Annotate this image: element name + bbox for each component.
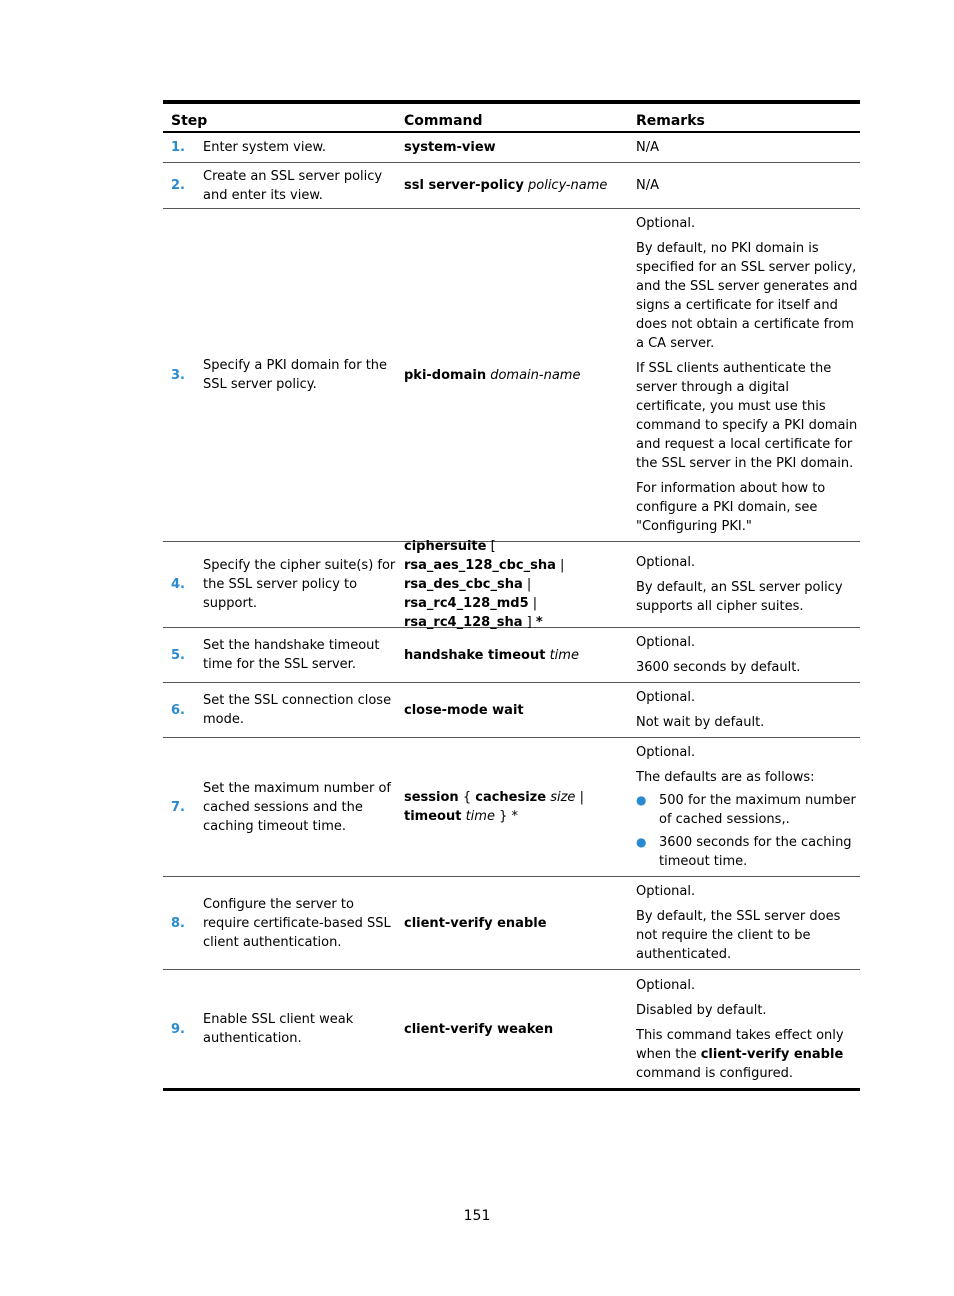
remark-paragraph: N/A	[636, 178, 659, 193]
step-description: Specify the cipher suite(s) for the SSL server policy to support.	[203, 558, 396, 611]
bullet-dot-icon: ●	[636, 835, 647, 849]
keyword-text: client-verify enable	[404, 915, 547, 931]
step-number: 4.	[171, 577, 185, 592]
step-remarks	[636, 133, 858, 162]
table-row	[163, 628, 860, 683]
step-remarks	[636, 163, 858, 208]
step-description: Set the maximum number of cached sessions and the caching timeout time.	[203, 780, 391, 834]
command-line	[404, 138, 632, 157]
remark-paragraph: Not wait by default.	[636, 715, 765, 730]
remark-paragraph: Optional.	[636, 216, 696, 231]
keyword-text: pki-domain	[404, 367, 487, 383]
keyword-text: rsa_des_cbc_sha	[404, 577, 523, 592]
step-remarks	[636, 877, 858, 969]
keyword-text: timeout	[404, 809, 462, 824]
remark-paragraph: By default, an SSL server policy supports all cipher suites.	[636, 580, 843, 614]
command-line	[404, 646, 632, 665]
keyword-text: client-verify weaken	[404, 1021, 554, 1037]
keyword-text: *	[535, 615, 543, 630]
argument-text: time	[549, 647, 579, 663]
step-command	[404, 209, 632, 541]
table-row	[163, 539, 860, 630]
step-command	[404, 738, 632, 876]
header-remarks: Remarks	[636, 113, 705, 129]
remark-paragraph: By default, no PKI domain is specified for an SSL server policy, and the SSL server generates and signs a certificate for itself and does not obtain a certificate from a CA server.	[636, 241, 858, 351]
table-row	[163, 209, 860, 542]
step-number: 3.	[171, 367, 185, 383]
remark-paragraph: For information about how to configure a PKI domain, see "Configuring PKI."	[636, 481, 826, 534]
step-command	[404, 628, 632, 682]
step-remarks	[636, 970, 858, 1088]
step-remarks	[636, 542, 858, 627]
step-description: Enter system view.	[203, 140, 327, 155]
keyword-text: system-view	[404, 140, 496, 155]
remark-paragraph: N/A	[636, 140, 659, 155]
command-line	[404, 914, 632, 933]
keyword-text: rsa_aes_128_cbc_sha	[404, 558, 556, 573]
remark-paragraph: 3600 seconds by default.	[636, 660, 801, 675]
keyword-text: handshake timeout	[404, 647, 546, 663]
table-row	[163, 738, 860, 877]
plain-text: |	[522, 577, 532, 592]
command-line	[404, 701, 632, 720]
keyword-text: rsa_rc4_128_sha	[404, 615, 523, 630]
argument-text: size	[550, 790, 576, 805]
step-description: Configure the server to require certificate-based SSL client authentication.	[203, 896, 391, 950]
argument-text: policy-name	[528, 178, 608, 193]
remark-paragraph: Optional.	[636, 555, 696, 570]
step-remarks	[636, 683, 858, 737]
argument-text: time	[465, 809, 495, 824]
plain-text: |	[575, 790, 584, 805]
table-row	[163, 133, 860, 163]
step-remarks	[636, 738, 858, 876]
command-line	[404, 176, 632, 195]
keyword-text: ssl server-policy	[404, 178, 524, 193]
step-number: 9.	[171, 1021, 185, 1037]
remark-paragraph: Optional.	[636, 884, 696, 899]
header-command: Command	[404, 113, 483, 129]
keyword-text: ciphersuite	[404, 539, 487, 554]
bullet-text: 500 for the maximum number of cached sessions,.	[659, 793, 856, 827]
remark-bullet-item	[636, 791, 858, 829]
step-command	[404, 683, 632, 737]
config-table	[163, 100, 860, 1091]
step-description: Create an SSL server policy and enter its view.	[203, 168, 383, 203]
argument-text: domain-name	[490, 367, 581, 383]
step-number: 7.	[171, 799, 185, 815]
step-description: Set the handshake timeout time for the SSL server.	[203, 638, 380, 672]
remark-paragraph: Optional.	[636, 745, 696, 760]
bullet-dot-icon: ●	[636, 793, 647, 807]
remark-bullet-item	[636, 833, 858, 871]
step-number: 6.	[171, 702, 185, 718]
step-command	[404, 539, 632, 630]
table-row	[163, 683, 860, 738]
remark-paragraph: If SSL clients authenticate the server through a digital certificate, you must use this command to specify a PKI domain and request a local certificate for the SSL server in the PKI domain.	[636, 361, 858, 471]
command-line	[404, 366, 632, 385]
plain-text: This command takes effect only when the	[636, 1027, 844, 1062]
step-command	[404, 163, 632, 208]
command-line	[404, 788, 632, 826]
keyword-text: client-verify enable	[700, 1046, 844, 1062]
plain-text: command is configured.	[636, 1065, 793, 1081]
remark-paragraph: The defaults are as follows:	[636, 770, 815, 785]
remark-paragraph	[636, 1026, 858, 1083]
table-row	[163, 970, 860, 1091]
table-header	[163, 104, 860, 133]
remark-paragraph: By default, the SSL server does not require the client to be authenticated.	[636, 909, 841, 962]
keyword-text: cachesize	[475, 790, 547, 805]
plain-text: } *	[494, 809, 518, 824]
page-number: 151	[463, 1208, 491, 1224]
keyword-text: close-mode wait	[404, 702, 524, 718]
step-number: 5.	[171, 647, 185, 663]
step-number: 1.	[171, 140, 185, 155]
command-line	[404, 1020, 632, 1039]
step-remarks	[636, 209, 858, 541]
plain-text: [	[486, 539, 496, 554]
step-description: Specify a PKI domain for the SSL server policy.	[203, 358, 388, 392]
header-step: Step	[171, 113, 208, 129]
step-command	[404, 133, 632, 162]
plain-text: ]	[522, 615, 536, 630]
remark-paragraph: Optional.	[636, 977, 696, 993]
step-command	[404, 877, 632, 969]
step-number: 2.	[171, 178, 185, 193]
step-description: Enable SSL client weak authentication.	[203, 1012, 354, 1046]
plain-text: |	[528, 596, 538, 611]
remark-paragraph: Optional.	[636, 690, 696, 705]
keyword-text: session	[404, 790, 459, 805]
step-command	[404, 970, 632, 1088]
bullet-text: 3600 seconds for the caching timeout time.	[659, 835, 852, 869]
plain-text: |	[555, 558, 565, 573]
table-row	[163, 163, 860, 209]
keyword-text: rsa_rc4_128_md5	[404, 596, 529, 611]
remark-paragraph: Disabled by default.	[636, 1002, 767, 1018]
plain-text: {	[458, 790, 476, 805]
step-number: 8.	[171, 915, 185, 931]
table-row	[163, 877, 860, 970]
remark-paragraph: Optional.	[636, 635, 696, 650]
command-line	[404, 537, 632, 632]
step-remarks	[636, 628, 858, 682]
step-description: Set the SSL connection close mode.	[203, 693, 392, 727]
